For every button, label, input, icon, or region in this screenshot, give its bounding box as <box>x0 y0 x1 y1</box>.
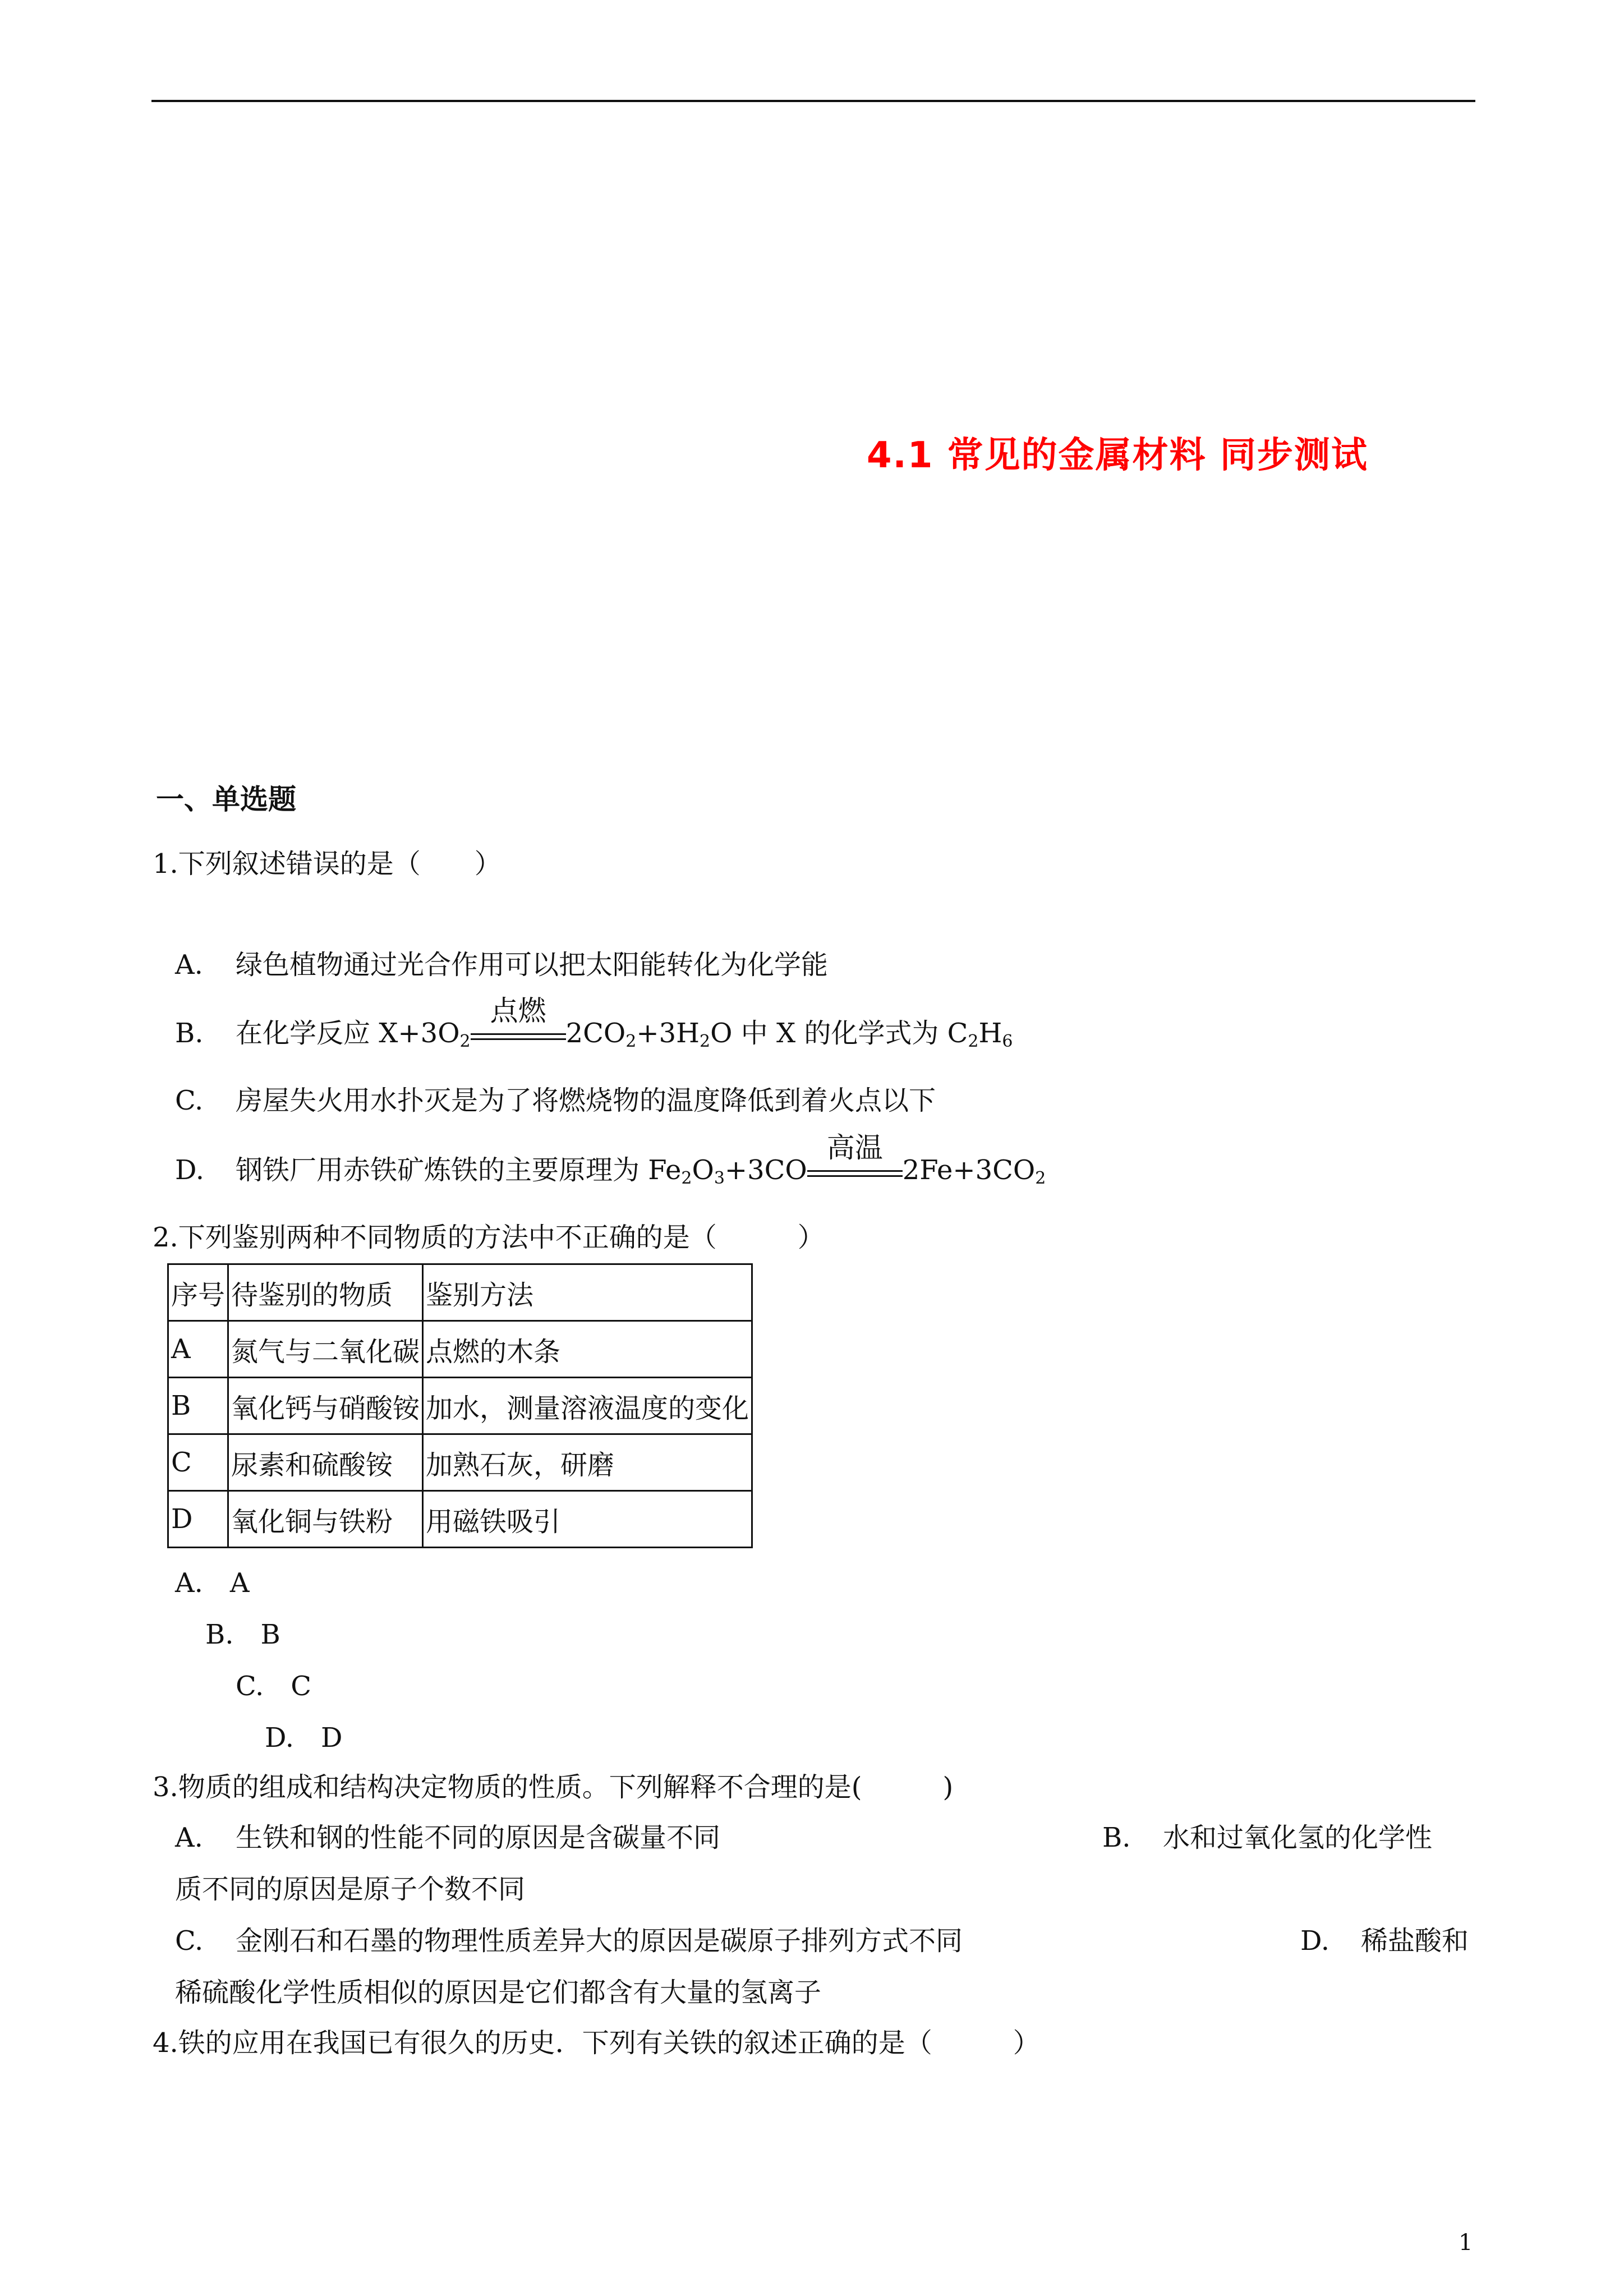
page-number: 1 <box>1459 2230 1473 2256</box>
subscript: 2 <box>968 1032 979 1051</box>
table-cell: A <box>168 1321 228 1378</box>
equation-text: H <box>978 1018 1002 1049</box>
equation-text: 钢铁厂用赤铁矿炼铁的主要原理为 Fe <box>236 1154 682 1186</box>
option-letter: C. <box>175 1085 204 1116</box>
q3-option-b[interactable] <box>1102 1821 1432 1855</box>
q3-option-d[interactable] <box>1300 1924 1469 1958</box>
subscript: 2 <box>681 1168 692 1188</box>
section-heading: 一、单选题 <box>156 783 296 816</box>
q2-option-c[interactable]: C. C <box>236 1671 312 1702</box>
option-text: 绿色植物通过光合作用可以把太阳能转化为化学能 <box>236 949 829 981</box>
table-cell: D <box>168 1491 228 1548</box>
q1-option-a[interactable] <box>175 948 828 982</box>
equation-text: 2Fe+3CO <box>902 1154 1036 1186</box>
equation-text: O <box>692 1154 714 1186</box>
equation-text: +3H <box>636 1018 700 1049</box>
equation-text: 在化学反应 X+3O <box>236 1018 460 1049</box>
subscript: 3 <box>714 1168 725 1188</box>
q2-option-a[interactable]: A. A <box>175 1567 250 1599</box>
double-line <box>471 1033 566 1040</box>
q2-table <box>167 1263 753 1548</box>
header-rule <box>151 100 1475 102</box>
option-letter: D. <box>1300 1925 1330 1957</box>
table-header-row <box>168 1264 752 1321</box>
option-letter: A. <box>175 1822 203 1853</box>
equation-text: +3CO <box>724 1154 807 1186</box>
table-cell: 加熟石灰，研磨 <box>423 1434 752 1491</box>
option-text: 水和过氧化氢的化学性 <box>1163 1822 1433 1853</box>
option-letter: B. <box>175 1018 204 1049</box>
q2-option-b[interactable]: B. B <box>205 1619 280 1650</box>
table-cell: 氧化铜与铁粉 <box>228 1491 423 1548</box>
table-cell: 点燃的木条 <box>423 1321 752 1378</box>
table-cell: 加水，测量溶液温度的变化 <box>423 1378 752 1434</box>
q3-option-d-continued: 稀硫酸化学性质相似的原因是它们都含有大量的氢离子 <box>175 1977 822 2008</box>
reaction-arrow <box>471 995 566 1050</box>
table-cell: 尿素和硫酸铵 <box>228 1434 423 1491</box>
option-letter: D. <box>175 1154 205 1186</box>
table-header: 鉴别方法 <box>423 1264 752 1321</box>
table-row <box>168 1321 752 1378</box>
q3-stem: 3.物质的组成和结构决定物质的性质。下列解释不合理的是( ) <box>153 1772 954 1803</box>
table-cell: 氧化钙与硝酸铵 <box>228 1378 423 1434</box>
option-text: 金刚石和石墨的物理性质差异大的原因是碳原子排列方式不同 <box>236 1925 963 1957</box>
q3-option-a[interactable] <box>175 1821 720 1855</box>
option-letter: C. <box>175 1925 204 1957</box>
q3-option-c[interactable] <box>175 1924 963 1958</box>
reaction-arrow <box>807 1131 903 1187</box>
subscript: 2 <box>1035 1168 1046 1188</box>
option-text: 生铁和钢的性能不同的原因是含碳量不同 <box>236 1822 721 1853</box>
table-header: 待鉴别的物质 <box>228 1264 423 1321</box>
q2-option-d[interactable]: D. D <box>265 1722 343 1754</box>
option-text: 稀盐酸和 <box>1361 1925 1469 1957</box>
equation-text: O 中 X 的化学式为 C <box>710 1018 968 1049</box>
option-letter: B. <box>1102 1822 1131 1853</box>
table-cell: C <box>168 1434 228 1491</box>
option-letter: A. <box>175 949 203 981</box>
table-cell: 氮气与二氧化碳 <box>228 1321 423 1378</box>
table-header: 序号 <box>168 1264 228 1321</box>
q1-option-b[interactable] <box>175 995 1013 1051</box>
q3-option-b-continued: 质不同的原因是原子个数不同 <box>175 1874 526 1905</box>
q2-stem: 2.下列鉴别两种不同物质的方法中不正确的是（ ） <box>153 1222 825 1253</box>
equation-text: 2CO <box>565 1018 626 1049</box>
table-cell: B <box>168 1378 228 1434</box>
subscript: 2 <box>625 1032 637 1051</box>
double-line <box>807 1170 903 1177</box>
subscript: 2 <box>459 1032 471 1051</box>
reaction-condition: 高温 <box>826 1131 883 1164</box>
subscript: 2 <box>699 1032 711 1051</box>
table-row <box>168 1378 752 1434</box>
table-cell: 用磁铁吸引 <box>423 1491 752 1548</box>
option-text: 房屋失火用水扑灭是为了将燃烧物的温度降低到着火点以下 <box>236 1085 936 1116</box>
table-row <box>168 1434 752 1491</box>
page-title: 4.1 常见的金属材料 同步测试 <box>867 435 1368 476</box>
q1-stem: 1.下列叙述错误的是（ ） <box>153 848 502 880</box>
subscript: 6 <box>1002 1032 1013 1051</box>
q1-option-c[interactable] <box>175 1084 936 1117</box>
q1-option-d[interactable] <box>175 1131 1046 1188</box>
reaction-condition: 点燃 <box>490 995 546 1027</box>
q4-stem: 4.铁的应用在我国已有很久的历史．下列有关铁的叙述正确的是（ ） <box>153 2027 1040 2059</box>
table-row <box>168 1491 752 1548</box>
